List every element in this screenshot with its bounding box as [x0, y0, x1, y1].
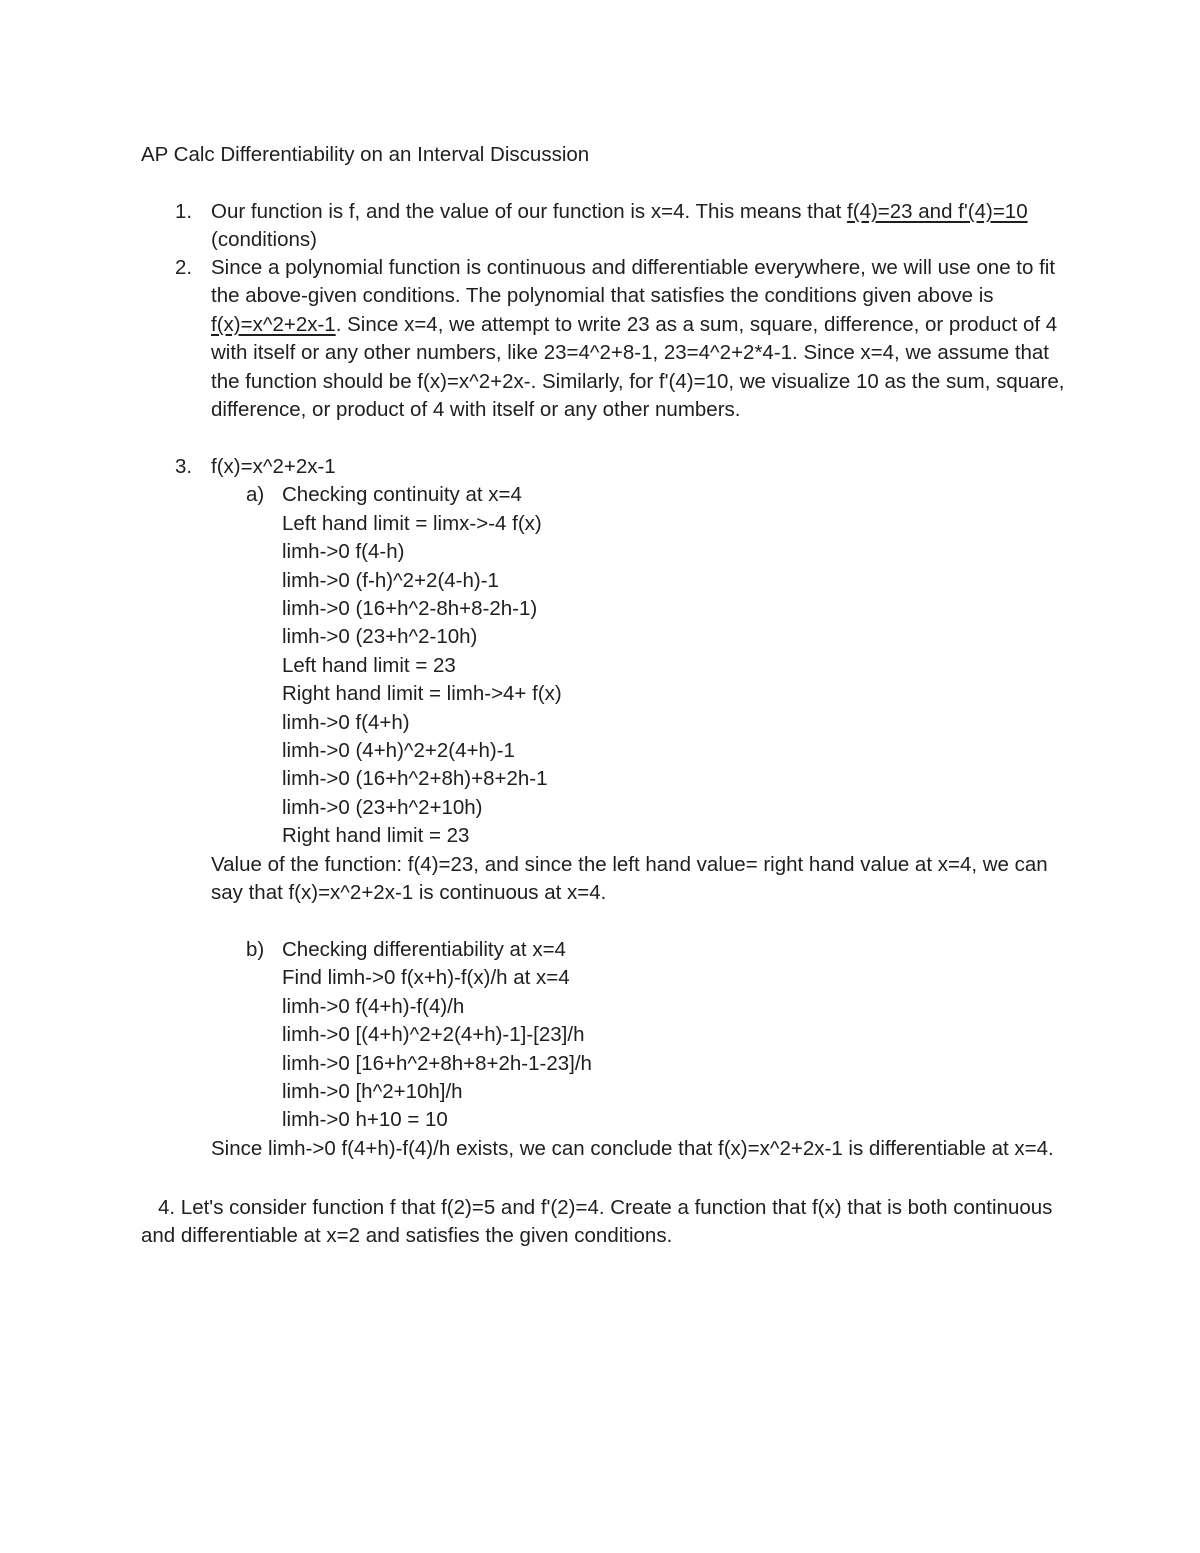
text-segment: Since a polynomial function is continuous and differentiable everywhere, we will use one to fit the above-given conditions. The polynomial that satisfies the conditions given above is [211, 256, 1056, 308]
step-line: Checking continuity at x=4 [282, 483, 522, 507]
list-number: 2. [175, 256, 193, 279]
subitem-label: b) [246, 937, 265, 961]
step-line: limh->0 (f-h)^2+2(4-h)-1 [282, 568, 499, 592]
step-line: Right hand limit = 23 [282, 824, 470, 848]
underlined-polynomial: f(x)=x^2+2x-1 [211, 312, 336, 336]
differentiability-steps [282, 936, 1071, 1135]
step-line: limh->0 h+10 = 10 [282, 1108, 448, 1132]
step-line: Checking differentiability at x=4 [282, 937, 566, 961]
list-item-heading: f(x)=x^2+2x-1 [211, 455, 336, 478]
text-segment: Our function is f, and the value of our function is x=4. This means that [211, 200, 848, 223]
step-line: limh->0 f(4-h) [282, 540, 405, 564]
underlined-conditions: f(4)=23 and f'(4)=10 [847, 200, 1028, 223]
step-line: limh->0 (23+h^2+10h) [282, 795, 483, 819]
step-line: limh->0 [(4+h)^2+2(4+h)-1]-[23]/h [282, 1023, 585, 1047]
step-line: Find limh->0 f(x+h)-f(x)/h at x=4 [282, 966, 570, 990]
step-line: limh->0 [h^2+10h]/h [282, 1079, 463, 1103]
step-line: Left hand limit = 23 [282, 653, 456, 677]
step-line: limh->0 (16+h^2-8h+8-2h-1) [282, 597, 538, 621]
text-segment: . Since x=4, we attempt to write 23 as a sum, square, difference, or product of 4 with itself or any other numbers, like 23=4^2+8-1, 23=4^2+2*4-1. Since x=4, we assume that the function should be f(x)=x^2+2x-. Similarly, for f'(4)=10, we visualize 10 as the sum, square, difference, or product of 4 with itself or any other numbers. [211, 312, 1065, 422]
step-line: Left hand limit = limx->-4 f(x) [282, 511, 542, 535]
list-item-2 [141, 254, 1071, 424]
step-line: Right hand limit = limh->4+ f(x) [282, 682, 562, 706]
step-line: limh->0 f(4+h)-f(4)/h [282, 994, 465, 1018]
step-line: limh->0 (4+h)^2+2(4+h)-1 [282, 739, 515, 763]
list-item-1 [141, 198, 1071, 255]
text-segment: (conditions) [211, 228, 317, 252]
list-item-text [211, 254, 1071, 424]
step-line: limh->0 [16+h^2+8h+8+2h-1-23]/h [282, 1051, 592, 1075]
list-item-4: 4. Let's consider function f that f(2)=5 and f'(2)=4. Create a function that f(x) that is both continuous and differentiable at x=2 and satisfies the given conditions. [141, 1196, 1053, 1248]
list-number: 3. [175, 455, 193, 478]
document-title: AP Calc Differentiability on an Interval Discussion [141, 143, 590, 166]
step-line: limh->0 f(4+h) [282, 710, 410, 734]
blank-line [141, 908, 1071, 936]
continuity-conclusion: Value of the function: f(4)=23, and since the left hand value= right hand value at x=4, we can say that f(x)=x^2+2x-1 is continuous at x=4. [211, 852, 1048, 905]
subitem-continuity [211, 481, 1071, 850]
list-item-text [211, 198, 1071, 255]
differentiability-conclusion: Since limh->0 f(4+h)-f(4)/h exists, we can conclude that f(x)=x^2+2x-1 is differentiable at x=4. [211, 1136, 1054, 1160]
subitem-label: a) [246, 483, 265, 507]
list-item-3 [141, 453, 1071, 1163]
step-line: limh->0 (23+h^2-10h) [282, 625, 478, 649]
step-line: limh->0 (16+h^2+8h)+8+2h-1 [282, 767, 548, 791]
continuity-steps [282, 481, 1071, 850]
subitem-differentiability [211, 936, 1071, 1135]
list-number: 1. [175, 200, 193, 223]
